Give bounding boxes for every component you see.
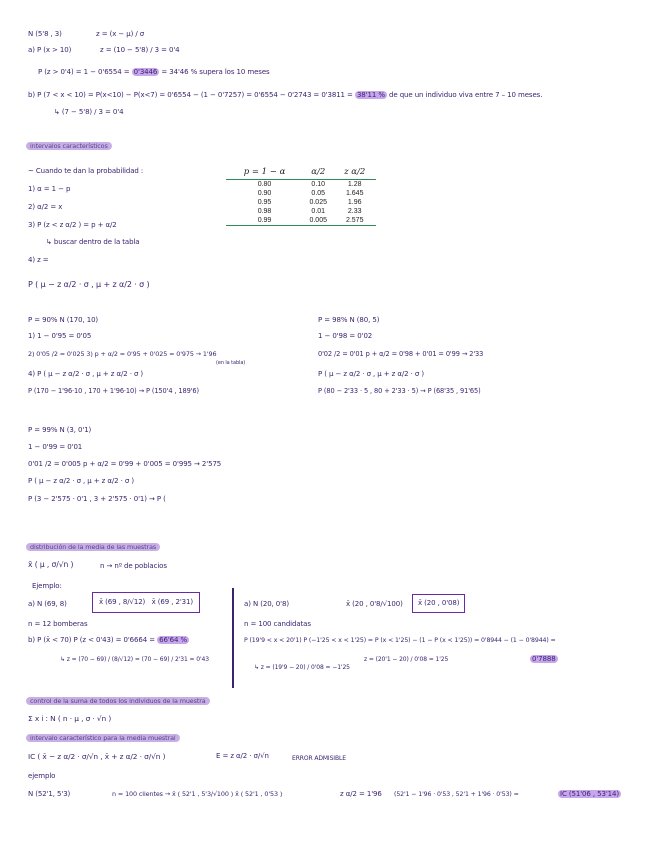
example-3-result: P (3 − 2'575 · 0'1 , 3 + 2'575 · 0'1) → P ( (28, 495, 166, 503)
ic-formula: IC ( x̄ − z α/2 · σ/√n , x̄ + z α/2 · σ/√n ) (28, 752, 166, 761)
final-example-interval: (52'1 − 1'96 · 0'53 , 52'1 + 1'96 · 0'53) = (394, 791, 519, 798)
example-1-step: 1) 1 − 0'95 = 0'05 (28, 332, 92, 340)
example-left-z: ↳ z = (70 − 69) / (8/√12) = (70 − 69) / 2'31 = 0'43 (60, 656, 209, 663)
section-title: intervalo característico para la media muestral (26, 734, 180, 743)
example-right-xbar: x̄ (20 , 0'8/√100) (346, 600, 403, 608)
example-1-note: (en la tabla) (216, 360, 246, 366)
example-3-header: P = 99% N (3, 0'1) (28, 426, 92, 434)
part-b-line: b) P (7 < x < 10) = P(x<10) − P(x<7) = 0'6554 − (1 − 0'7257) = 0'6554 − 0'2743 = 0'3811 = 38'11 % de que un individuo viva entre 7 – 10 meses. (28, 91, 543, 99)
part-a-z: z = (10 − 5'8) / 3 = 0'4 (100, 46, 180, 54)
section-title: distribución de la media de las muestras (26, 543, 160, 552)
step-3-note: ↳ buscar dentro de la tabla (46, 238, 140, 246)
table-header: p = 1 − α (226, 167, 303, 180)
final-example-sample: n = 100 clientes → x̄ ( 52'1 , 5'3/√100 ) x̄ ( 52'1 , 0'53 ) (112, 790, 283, 798)
example-2-formula: P ( μ − z α/2 · σ , μ + z α/2 · σ ) (318, 370, 424, 378)
example-left-b: b) P (x̄ < 70) P (z < 0'43) = 0'6664 = 66'64 % (28, 636, 188, 644)
example-1-step: 2) 0'05 /2 = 0'025 3) p + α/2 = 0'95 + 0'025 = 0'975 → 1'96 (28, 350, 217, 358)
final-example-dist: N (52'1, 5'3) (28, 790, 71, 798)
example-2-result: P (80 − 2'33 · 5 , 80 + 2'33 · 5) → P (68'35 , 91'65) (318, 387, 481, 395)
table-header: z α/2 (333, 167, 376, 180)
interval-formula: P ( μ − z α/2 · σ , μ + z α/2 · σ ) (28, 280, 150, 289)
highlight-result: 66'64 % (159, 636, 188, 644)
z-table (226, 167, 376, 226)
example-1-formula: 4) P ( μ − z α/2 · σ , μ + z α/2 · σ ) (28, 370, 144, 378)
vertical-divider (232, 588, 234, 688)
z-formula: z = (x − μ) / σ (96, 30, 145, 38)
sample-mean-note: n → nº de poblacios (100, 562, 167, 570)
example-label: ejemplo (28, 772, 56, 780)
table-row: 0.98 0.01 2.33 (257, 208, 362, 215)
section-title: intervalos característicos (26, 142, 112, 151)
table-row: 0.90 0.05 1.645 (257, 190, 364, 197)
step-3: 3) P (z < z α/2 ) = p + α/2 (28, 221, 117, 229)
example-1-result: P (170 − 1'96·10 , 170 + 1'96·10) → P (150'4 , 189'6) (28, 387, 199, 395)
example-3-step: 0'01 /2 = 0'005 p + α/2 = 0'99 + 0'005 = 0'995 → 2'575 (28, 460, 222, 468)
dist-header: N (5'8 , 3) (28, 30, 62, 38)
instructions-intro: ~ Cuando te dan la probabilidad : (28, 167, 144, 175)
highlight-result: IC (51'06 , 53'14) (560, 790, 619, 798)
example-3-formula: P ( μ − z α/2 · σ , μ + z α/2 · σ ) (28, 477, 134, 485)
example-2-header: P = 98% N (80, 5) (318, 316, 380, 324)
table-row: 0.95 0.025 1.96 (257, 199, 362, 206)
boxed-result: x̄ (20 , 0'08) (412, 594, 465, 613)
example-left-n: n = 12 bomberas (28, 620, 88, 628)
example-right-z2: z = (20'1 − 20) / 0'08 = 1'25 (364, 656, 449, 663)
example-right-z1: ↳ z = (19'9 − 20) / 0'08 = −1'25 (254, 664, 350, 671)
highlight-result: 0'7888 (532, 655, 556, 663)
sum-formula: Σ x i : N ( n · μ , σ · √n ) (28, 714, 112, 723)
table-row: 0.80 0.10 1.28 (257, 181, 362, 188)
example-label: Ejemplo: (32, 582, 62, 590)
example-right-n: n = 100 candidatas (244, 620, 311, 628)
example-2-step: 1 − 0'98 = 0'02 (318, 332, 373, 340)
highlight-result: 0'3446 (133, 68, 158, 76)
step-4: 4) z = (28, 256, 49, 264)
part-a-result: P (z > 0'4) = 1 − 0'6554 = 0'3446 = 34'46 % supera los 10 meses (38, 68, 270, 76)
boxed-result: x̄ (69 , 8/√12) x̄ (69 , 2'31) (92, 592, 200, 613)
example-right-b: P (19'9 < x < 20'1) P (−1'25 < x < 1'25) = P (x < 1'25) − (1 − P (x < 1'25)) = 0'8944 − (1 − 0'8944) = (244, 637, 556, 644)
example-right-result (530, 655, 558, 664)
part-a-label: a) P (x > 10) (28, 46, 72, 54)
error-label: ERROR ADMISIBLE (292, 755, 346, 762)
final-example-z: z α/2 = 1'96 (340, 790, 382, 798)
example-right-a: a) N (20, 0'8) (244, 600, 289, 608)
error-formula: E = z α/2 · σ/√n (216, 752, 269, 760)
section-title: control de la suma de todos los individuos de la muestra (26, 697, 210, 706)
example-left-a: a) N (69, 8) (28, 600, 67, 608)
example-1-header: P = 90% N (170, 10) (28, 316, 99, 324)
final-example-result (558, 790, 621, 799)
highlight-result: 38'11 % (356, 91, 385, 99)
table-row: 0.99 0.005 2.575 (226, 216, 376, 226)
table-header: α/2 (303, 167, 333, 180)
part-b-z: ↳ (7 − 5'8) / 3 = 0'4 (54, 108, 124, 116)
example-2-step: 0'02 /2 = 0'01 p + α/2 = 0'98 + 0'01 = 0'99 → 2'33 (318, 350, 484, 358)
sample-mean-def: x̄ ( μ , σ/√n ) (28, 560, 74, 569)
example-3-step: 1 − 0'99 = 0'01 (28, 443, 83, 451)
step-1: 1) α = 1 − p (28, 185, 71, 193)
step-2: 2) α/2 = x (28, 203, 63, 211)
